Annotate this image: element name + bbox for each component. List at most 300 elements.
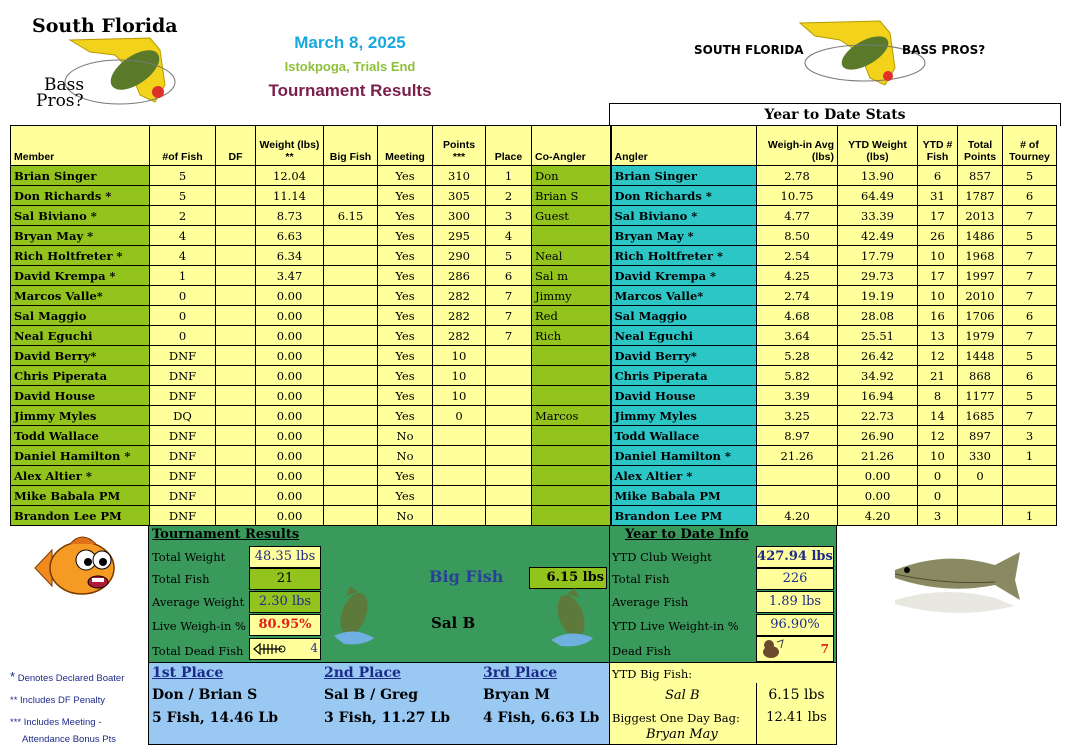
cell-ytd-fish: 12 xyxy=(918,346,958,366)
cell-weight: 0.00 xyxy=(256,406,324,426)
cell-member: Sal Maggio xyxy=(11,306,150,326)
logo-banner-left: SOUTH FLORIDA xyxy=(694,43,804,57)
logo-banner xyxy=(690,18,1010,88)
col-points: Points *** xyxy=(433,126,486,166)
ytd-dead-fish-value: 7 xyxy=(820,642,829,656)
ytd-live-value: 96.90% xyxy=(756,614,834,636)
note-meeting-bonus: *** Includes Meeting - xyxy=(10,717,102,728)
third-place-names: Bryan M xyxy=(483,687,550,703)
cell-ytd-fish: 14 xyxy=(918,406,958,426)
ytd-info-title: Year to Date Info xyxy=(625,527,749,542)
logo-line1: South Florida xyxy=(32,15,178,37)
cell-tourney: 5 xyxy=(1003,166,1057,186)
col-meeting: Meeting xyxy=(378,126,433,166)
col-weigh-in-avg: Weigh-in Avg (lbs) xyxy=(757,126,838,166)
cell-meeting: Yes xyxy=(378,386,433,406)
cell-points xyxy=(433,486,486,506)
total-fish-value: 21 xyxy=(249,568,321,590)
cell-co-angler: Red xyxy=(532,306,611,326)
cell-df xyxy=(216,286,256,306)
cell-df xyxy=(216,166,256,186)
cell-co-angler xyxy=(532,466,611,486)
cell-meeting: Yes xyxy=(378,246,433,266)
cell-place xyxy=(486,446,532,466)
big-fish-winner: Sal B xyxy=(431,614,476,632)
cell-points xyxy=(433,466,486,486)
cell-weight: 0.00 xyxy=(256,366,324,386)
cell-member: David House xyxy=(11,386,150,406)
cell-ytd-fish: 26 xyxy=(918,226,958,246)
cell-weight: 12.04 xyxy=(256,166,324,186)
cartoon-fish-image xyxy=(30,528,120,608)
cell-big-fish xyxy=(324,286,378,306)
ytd-club-weight-value: 427.94 lbs xyxy=(756,546,834,568)
cell-big-fish xyxy=(324,306,378,326)
page-title: Tournament Results xyxy=(268,81,432,100)
cell-weight: 0.00 xyxy=(256,306,324,326)
table-row xyxy=(11,366,1057,386)
cell-points: 282 xyxy=(433,326,486,346)
col-weight: Weight (lbs) ** xyxy=(256,126,324,166)
cell-place xyxy=(486,466,532,486)
big-fish-value: 6.15 lbs xyxy=(529,567,607,589)
cell-place: 4 xyxy=(486,226,532,246)
ytd-big-fish-label: YTD Big Fish: xyxy=(612,667,693,681)
note-declared-boater xyxy=(10,666,150,690)
cell-weigh-in-avg xyxy=(757,466,838,486)
cell-num-fish: DNF xyxy=(150,506,216,526)
cell-num-fish: DQ xyxy=(150,406,216,426)
cell-place: 5 xyxy=(486,246,532,266)
cell-weight: 8.73 xyxy=(256,206,324,226)
cell-weigh-in-avg: 4.20 xyxy=(757,506,838,526)
cell-total-points: 1979 xyxy=(958,326,1003,346)
cell-weigh-in-avg xyxy=(757,486,838,506)
cell-weight: 11.14 xyxy=(256,186,324,206)
cell-place: 7 xyxy=(486,326,532,346)
cell-points: 290 xyxy=(433,246,486,266)
cell-big-fish xyxy=(324,426,378,446)
cell-co-angler xyxy=(532,426,611,446)
cell-weigh-in-avg: 21.26 xyxy=(757,446,838,466)
cell-df xyxy=(216,406,256,426)
dead-fish-box xyxy=(249,638,321,660)
col-member: Member xyxy=(11,126,150,166)
cell-angler: Neal Eguchi xyxy=(611,326,757,346)
ytd-club-weight-label: YTD Club Weight xyxy=(612,550,712,564)
cell-co-angler: Guest xyxy=(532,206,611,226)
cell-num-fish: 0 xyxy=(150,306,216,326)
cell-angler: Brandon Lee PM xyxy=(611,506,757,526)
biggest-bag-label: Biggest One Day Bag: xyxy=(612,711,740,725)
cell-ytd-fish: 0 xyxy=(918,466,958,486)
cell-ytd-weight: 34.92 xyxy=(838,366,918,386)
table-row xyxy=(11,426,1057,446)
cell-total-points: 1486 xyxy=(958,226,1003,246)
cell-ytd-fish: 3 xyxy=(918,506,958,526)
cell-big-fish xyxy=(324,486,378,506)
dog-icon xyxy=(759,638,785,660)
first-place-result: 5 Fish, 14.46 Lb xyxy=(152,710,279,726)
avg-weight-label: Average Weight xyxy=(152,595,245,609)
cell-ytd-fish: 31 xyxy=(918,186,958,206)
cell-total-points: 1177 xyxy=(958,386,1003,406)
cell-ytd-fish: 8 xyxy=(918,386,958,406)
cell-angler: Daniel Hamilton * xyxy=(611,446,757,466)
cell-big-fish xyxy=(324,186,378,206)
cell-tourney: 5 xyxy=(1003,226,1057,246)
cell-angler: Don Richards * xyxy=(611,186,757,206)
cell-total-points: 857 xyxy=(958,166,1003,186)
cell-tourney: 1 xyxy=(1003,506,1057,526)
cell-weigh-in-avg: 4.77 xyxy=(757,206,838,226)
cell-total-points: 1685 xyxy=(958,406,1003,426)
cell-total-points: 2013 xyxy=(958,206,1003,226)
cell-big-fish xyxy=(324,266,378,286)
live-weighin-value: 80.95% xyxy=(249,614,321,636)
cell-member: David Berry* xyxy=(11,346,150,366)
cell-member: Brandon Lee PM xyxy=(11,506,150,526)
cell-df xyxy=(216,206,256,226)
cell-place: 6 xyxy=(486,266,532,286)
cell-meeting: Yes xyxy=(378,406,433,426)
cell-df xyxy=(216,186,256,206)
table-row xyxy=(11,406,1057,426)
cell-big-fish xyxy=(324,506,378,526)
cell-ytd-weight: 29.73 xyxy=(838,266,918,286)
cell-df xyxy=(216,226,256,246)
col-ytd-fish: YTD # Fish xyxy=(918,126,958,166)
logo-line2: Bass xyxy=(44,75,85,95)
cell-num-fish: 0 xyxy=(150,286,216,306)
cell-meeting: Yes xyxy=(378,226,433,246)
cell-points xyxy=(433,506,486,526)
cell-ytd-fish: 21 xyxy=(918,366,958,386)
cell-points xyxy=(433,426,486,446)
cell-place: 1 xyxy=(486,166,532,186)
cell-df xyxy=(216,366,256,386)
cell-ytd-weight: 26.42 xyxy=(838,346,918,366)
cell-ytd-fish: 12 xyxy=(918,426,958,446)
cell-tourney: 5 xyxy=(1003,346,1057,366)
cell-ytd-weight: 16.94 xyxy=(838,386,918,406)
second-place-names: Sal B / Greg xyxy=(324,687,419,703)
cell-tourney: 7 xyxy=(1003,206,1057,226)
cell-tourney: 7 xyxy=(1003,326,1057,346)
cell-co-angler: Neal xyxy=(532,246,611,266)
ytd-dead-fish-label: Dead Fish xyxy=(612,644,671,658)
cell-member: Alex Altier * xyxy=(11,466,150,486)
cell-points: 305 xyxy=(433,186,486,206)
cell-place xyxy=(486,406,532,426)
cell-tourney: 7 xyxy=(1003,246,1057,266)
cell-ytd-weight: 28.08 xyxy=(838,306,918,326)
table-row xyxy=(11,326,1057,346)
cell-weigh-in-avg: 2.54 xyxy=(757,246,838,266)
cell-angler: Chris Piperata xyxy=(611,366,757,386)
cell-big-fish xyxy=(324,406,378,426)
total-weight-value: 48.35 lbs xyxy=(249,546,321,568)
ytd-dead-fish-box xyxy=(756,636,834,662)
cell-tourney: 3 xyxy=(1003,426,1057,446)
cell-weight: 0.00 xyxy=(256,466,324,486)
cell-big-fish xyxy=(324,446,378,466)
ytd-stats-title: Year to Date Stats xyxy=(609,103,1061,126)
cell-weight: 0.00 xyxy=(256,386,324,406)
cell-num-fish: 1 xyxy=(150,266,216,286)
cell-weight: 0.00 xyxy=(256,446,324,466)
table-row xyxy=(11,486,1057,506)
cell-ytd-weight: 22.73 xyxy=(838,406,918,426)
cell-df xyxy=(216,326,256,346)
col-place: Place xyxy=(486,126,532,166)
cell-ytd-weight: 17.79 xyxy=(838,246,918,266)
cell-weigh-in-avg: 3.64 xyxy=(757,326,838,346)
cell-place xyxy=(486,486,532,506)
cell-weight: 6.63 xyxy=(256,226,324,246)
cell-big-fish xyxy=(324,386,378,406)
cell-total-points: 1787 xyxy=(958,186,1003,206)
cell-num-fish: 4 xyxy=(150,226,216,246)
cell-ytd-weight: 0.00 xyxy=(838,486,918,506)
big-fish-label: Big Fish xyxy=(429,567,504,586)
cell-member: Daniel Hamilton * xyxy=(11,446,150,466)
cell-tourney xyxy=(1003,466,1057,486)
cell-df xyxy=(216,306,256,326)
cell-co-angler xyxy=(532,386,611,406)
cell-total-points: 897 xyxy=(958,426,1003,446)
cell-points: 0 xyxy=(433,406,486,426)
cell-angler: Bryan May * xyxy=(611,226,757,246)
cell-df xyxy=(216,466,256,486)
tournament-location: Istokpoga, Trials End xyxy=(284,59,416,74)
cell-co-angler: Brian S xyxy=(532,186,611,206)
cell-co-angler xyxy=(532,366,611,386)
cell-co-angler: Jimmy xyxy=(532,286,611,306)
cell-member: David Krempa * xyxy=(11,266,150,286)
cell-tourney: 7 xyxy=(1003,266,1057,286)
cell-member: Sal Biviano * xyxy=(11,206,150,226)
ytd-avg-fish-value: 1.89 lbs xyxy=(756,591,834,613)
third-place-result: 4 Fish, 6.63 Lb xyxy=(483,710,600,726)
cell-ytd-weight: 25.51 xyxy=(838,326,918,346)
cell-angler: Todd Wallace xyxy=(611,426,757,446)
cell-weight: 3.47 xyxy=(256,266,324,286)
cell-angler: Sal Maggio xyxy=(611,306,757,326)
cell-co-angler xyxy=(532,506,611,526)
cell-df xyxy=(216,266,256,286)
cell-tourney: 5 xyxy=(1003,386,1057,406)
ytd-info-panel xyxy=(609,525,837,663)
cell-ytd-fish: 17 xyxy=(918,206,958,226)
cell-points: 282 xyxy=(433,286,486,306)
cell-points: 300 xyxy=(433,206,486,226)
cell-meeting: Yes xyxy=(378,206,433,226)
cell-big-fish xyxy=(324,346,378,366)
cell-total-points: 1997 xyxy=(958,266,1003,286)
cell-weigh-in-avg: 2.74 xyxy=(757,286,838,306)
cell-total-points: 868 xyxy=(958,366,1003,386)
cell-member: Chris Piperata xyxy=(11,366,150,386)
cell-ytd-weight: 26.90 xyxy=(838,426,918,446)
cell-member: Brian Singer xyxy=(11,166,150,186)
cell-big-fish xyxy=(324,226,378,246)
cell-co-angler xyxy=(532,486,611,506)
cell-member: Jimmy Myles xyxy=(11,406,150,426)
logo-banner-right: BASS PROS? xyxy=(902,43,986,57)
cell-ytd-weight: 4.20 xyxy=(838,506,918,526)
cell-points: 10 xyxy=(433,366,486,386)
big-fish-image-right xyxy=(543,588,601,650)
col-num-fish: #of Fish xyxy=(150,126,216,166)
cell-place: 7 xyxy=(486,306,532,326)
table-row xyxy=(11,246,1057,266)
cell-meeting: Yes xyxy=(378,326,433,346)
footnotes xyxy=(10,666,150,749)
cell-total-points xyxy=(958,486,1003,506)
ytd-big-fish-name: Sal B xyxy=(665,688,700,703)
big-fish-image-left xyxy=(324,586,382,648)
bass-fish-image xyxy=(885,540,1025,640)
cell-points: 282 xyxy=(433,306,486,326)
cell-tourney: 1 xyxy=(1003,446,1057,466)
cell-df xyxy=(216,486,256,506)
logo-line3: Pros? xyxy=(36,91,84,110)
cell-total-points xyxy=(958,506,1003,526)
cell-num-fish: 4 xyxy=(150,246,216,266)
cell-angler: Jimmy Myles xyxy=(611,406,757,426)
cell-total-points: 1968 xyxy=(958,246,1003,266)
cell-meeting: Yes xyxy=(378,186,433,206)
ytd-total-fish-value: 226 xyxy=(756,568,834,590)
cell-place xyxy=(486,386,532,406)
cell-big-fish xyxy=(324,366,378,386)
first-place-heading: 1st Place xyxy=(152,665,224,681)
table-row xyxy=(11,286,1057,306)
cell-df xyxy=(216,346,256,366)
cell-points: 310 xyxy=(433,166,486,186)
cell-df xyxy=(216,246,256,266)
col-co-angler: Co-Angler xyxy=(532,126,611,166)
cell-tourney: 6 xyxy=(1003,186,1057,206)
cell-ytd-weight: 19.19 xyxy=(838,286,918,306)
cell-points: 286 xyxy=(433,266,486,286)
cell-meeting: Yes xyxy=(378,366,433,386)
results-table xyxy=(10,125,1057,526)
cell-angler: Brian Singer xyxy=(611,166,757,186)
table-row xyxy=(11,206,1057,226)
col-ytd-weight: YTD Weight (lbs) xyxy=(838,126,918,166)
cell-ytd-fish: 10 xyxy=(918,446,958,466)
cell-total-points: 0 xyxy=(958,466,1003,486)
cell-tourney: 7 xyxy=(1003,286,1057,306)
cell-num-fish: DNF xyxy=(150,486,216,506)
cell-meeting: Yes xyxy=(378,466,433,486)
cell-co-angler: Don xyxy=(532,166,611,186)
cell-co-angler xyxy=(532,346,611,366)
cell-angler: Alex Altier * xyxy=(611,466,757,486)
cell-meeting: Yes xyxy=(378,166,433,186)
cell-angler: David House xyxy=(611,386,757,406)
cell-ytd-weight: 0.00 xyxy=(838,466,918,486)
ytd-avg-fish-label: Average Fish xyxy=(612,595,689,609)
cell-ytd-weight: 42.49 xyxy=(838,226,918,246)
ytd-big-fish-value: 6.15 lbs xyxy=(756,683,836,707)
cell-total-points: 1448 xyxy=(958,346,1003,366)
third-place-heading: 3rd Place xyxy=(483,665,558,681)
note-declared-boater-text: Denotes Declared Boater xyxy=(15,673,125,684)
cell-num-fish: DNF xyxy=(150,366,216,386)
cell-place xyxy=(486,346,532,366)
table-row xyxy=(11,266,1057,286)
cell-member: Rich Holtfreter * xyxy=(11,246,150,266)
cell-member: Bryan May * xyxy=(11,226,150,246)
table-row xyxy=(11,306,1057,326)
tournament-results-title: Tournament Results xyxy=(152,527,300,542)
cell-total-points: 330 xyxy=(958,446,1003,466)
ytd-records-panel xyxy=(609,662,837,745)
cell-meeting: Yes xyxy=(378,286,433,306)
table-row xyxy=(11,186,1057,206)
cell-tourney xyxy=(1003,486,1057,506)
cell-big-fish xyxy=(324,246,378,266)
ytd-total-fish-label: Total Fish xyxy=(612,572,670,586)
cell-angler: David Krempa * xyxy=(611,266,757,286)
cell-num-fish: 5 xyxy=(150,186,216,206)
first-place-names: Don / Brian S xyxy=(152,687,258,703)
cell-meeting: Yes xyxy=(378,306,433,326)
cell-place: 3 xyxy=(486,206,532,226)
cell-meeting: No xyxy=(378,446,433,466)
cell-ytd-fish: 16 xyxy=(918,306,958,326)
cell-weigh-in-avg: 4.68 xyxy=(757,306,838,326)
note-df-penalty: ** Includes DF Penalty xyxy=(10,695,106,706)
cell-total-points: 2010 xyxy=(958,286,1003,306)
cell-meeting: No xyxy=(378,506,433,526)
cell-co-angler xyxy=(532,226,611,246)
cell-co-angler xyxy=(532,446,611,466)
cell-co-angler: Rich xyxy=(532,326,611,346)
cell-weigh-in-avg: 3.25 xyxy=(757,406,838,426)
cell-place: 7 xyxy=(486,286,532,306)
table-header-row xyxy=(11,126,1057,166)
cell-ytd-weight: 21.26 xyxy=(838,446,918,466)
cell-member: Todd Wallace xyxy=(11,426,150,446)
cell-num-fish: DNF xyxy=(150,346,216,366)
cell-num-fish: 5 xyxy=(150,166,216,186)
cell-points: 10 xyxy=(433,386,486,406)
cell-angler: Marcos Valle* xyxy=(611,286,757,306)
cell-ytd-fish: 0 xyxy=(918,486,958,506)
skeleton-fish-icon xyxy=(252,641,286,657)
table-row xyxy=(11,346,1057,366)
cell-member: Mike Babala PM xyxy=(11,486,150,506)
cell-tourney: 7 xyxy=(1003,406,1057,426)
col-big-fish: Big Fish xyxy=(324,126,378,166)
cell-weigh-in-avg: 3.39 xyxy=(757,386,838,406)
ytd-live-label: YTD Live Weight-in % xyxy=(612,619,739,633)
cell-tourney: 6 xyxy=(1003,306,1057,326)
col-total-points: Total Points xyxy=(958,126,1003,166)
cell-weigh-in-avg: 10.75 xyxy=(757,186,838,206)
biggest-bag-value: 12.41 lbs xyxy=(756,707,836,744)
note-star-symbol: * xyxy=(10,669,16,684)
table-row xyxy=(11,166,1057,186)
cell-angler: Sal Biviano * xyxy=(611,206,757,226)
table-row xyxy=(11,466,1057,486)
cell-meeting: No xyxy=(378,426,433,446)
cell-meeting: Yes xyxy=(378,346,433,366)
